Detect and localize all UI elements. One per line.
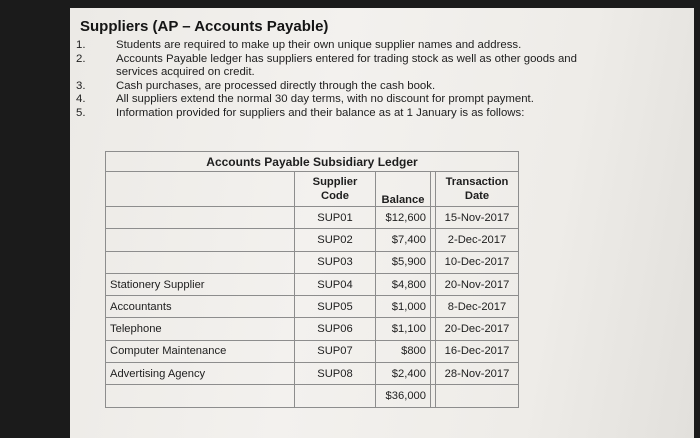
supplier-code-cell: SUP02 bbox=[295, 229, 376, 251]
document-page bbox=[70, 8, 694, 438]
empty-cell bbox=[436, 385, 519, 407]
supplier-code-cell: SUP03 bbox=[295, 251, 376, 273]
supplier-name-cell: Stationery Supplier bbox=[106, 273, 295, 295]
header-cell-balance: Balance bbox=[376, 172, 431, 207]
balance-cell: $2,400 bbox=[376, 363, 431, 385]
empty-cell bbox=[106, 385, 295, 407]
table-title-row bbox=[106, 152, 519, 172]
balance-cell: $800 bbox=[376, 340, 431, 362]
ledger-table bbox=[105, 151, 519, 408]
list-number: 4. bbox=[76, 93, 86, 105]
supplier-code-cell: SUP06 bbox=[295, 318, 376, 340]
balance-cell: $7,400 bbox=[376, 229, 431, 251]
balance-cell: $4,800 bbox=[376, 273, 431, 295]
table-row bbox=[106, 340, 519, 362]
supplier-code-cell: SUP07 bbox=[295, 340, 376, 362]
supplier-name-cell: Computer Maintenance bbox=[106, 340, 295, 362]
header-cell-transaction-date bbox=[436, 172, 519, 207]
balance-cell: $1,000 bbox=[376, 296, 431, 318]
date-cell: 10-Dec-2017 bbox=[436, 251, 519, 273]
date-cell: 20-Nov-2017 bbox=[436, 273, 519, 295]
supplier-name-cell: Advertising Agency bbox=[106, 363, 295, 385]
header-line: Date bbox=[464, 190, 490, 202]
date-cell: 20-Dec-2017 bbox=[436, 318, 519, 340]
date-cell: 28-Nov-2017 bbox=[436, 363, 519, 385]
empty-cell bbox=[295, 385, 376, 407]
table-row bbox=[106, 318, 519, 340]
header-line: Transaction bbox=[445, 176, 509, 188]
list-text: All suppliers extend the normal 30 day terms, with no discount for prompt payment. bbox=[116, 93, 534, 105]
list-item bbox=[76, 107, 676, 121]
total-balance-cell: $36,000 bbox=[376, 385, 431, 407]
balance-cell: $12,600 bbox=[376, 207, 431, 229]
header-cell-supplier-code bbox=[295, 172, 376, 207]
date-cell: 8-Dec-2017 bbox=[436, 296, 519, 318]
table-row bbox=[106, 229, 519, 251]
table-header-row bbox=[106, 172, 519, 207]
instruction-list bbox=[76, 39, 676, 120]
list-item bbox=[76, 53, 676, 80]
list-number: 5. bbox=[76, 106, 86, 119]
list-text: Accounts Payable ledger has suppliers entered for trading stock as well as other goods and bbox=[116, 52, 577, 65]
list-text: Cash purchases, are processed directly through the cash book. bbox=[116, 79, 436, 92]
table-row bbox=[106, 296, 519, 318]
table-row bbox=[106, 251, 519, 273]
supplier-name-cell bbox=[106, 251, 295, 273]
supplier-name-cell: Accountants bbox=[106, 296, 295, 318]
supplier-code-cell: SUP05 bbox=[295, 296, 376, 318]
balance-cell: $5,900 bbox=[376, 251, 431, 273]
header-line: Supplier bbox=[312, 176, 358, 188]
supplier-code-cell: SUP01 bbox=[295, 207, 376, 229]
header-cell-name bbox=[106, 172, 295, 207]
list-item bbox=[76, 39, 676, 53]
list-number: 3. bbox=[76, 79, 86, 92]
list-item bbox=[76, 93, 676, 107]
date-cell: 2-Dec-2017 bbox=[436, 229, 519, 251]
list-number: 2. bbox=[76, 52, 86, 65]
table-row bbox=[106, 273, 519, 295]
list-item bbox=[76, 80, 676, 94]
ledger-title: Accounts Payable Subsidiary Ledger bbox=[106, 152, 519, 172]
header-line: Code bbox=[321, 190, 349, 202]
page-title: Suppliers (AP – Accounts Payable) bbox=[80, 18, 329, 35]
date-cell: 15-Nov-2017 bbox=[436, 207, 519, 229]
list-number: 1. bbox=[76, 39, 86, 51]
table-row bbox=[106, 363, 519, 385]
supplier-name-cell bbox=[106, 207, 295, 229]
supplier-name-cell: Telephone bbox=[106, 318, 295, 340]
total-row bbox=[106, 385, 519, 407]
supplier-code-cell: SUP08 bbox=[295, 363, 376, 385]
balance-cell: $1,100 bbox=[376, 318, 431, 340]
list-text: services acquired on credit. bbox=[116, 66, 255, 78]
list-text: Information provided for suppliers and their balance as at 1 January is as follows: bbox=[116, 106, 525, 119]
table-row bbox=[106, 207, 519, 229]
date-cell: 16-Dec-2017 bbox=[436, 340, 519, 362]
supplier-code-cell: SUP04 bbox=[295, 273, 376, 295]
supplier-name-cell bbox=[106, 229, 295, 251]
list-text: Students are required to make up their own unique supplier names and address. bbox=[116, 39, 522, 51]
